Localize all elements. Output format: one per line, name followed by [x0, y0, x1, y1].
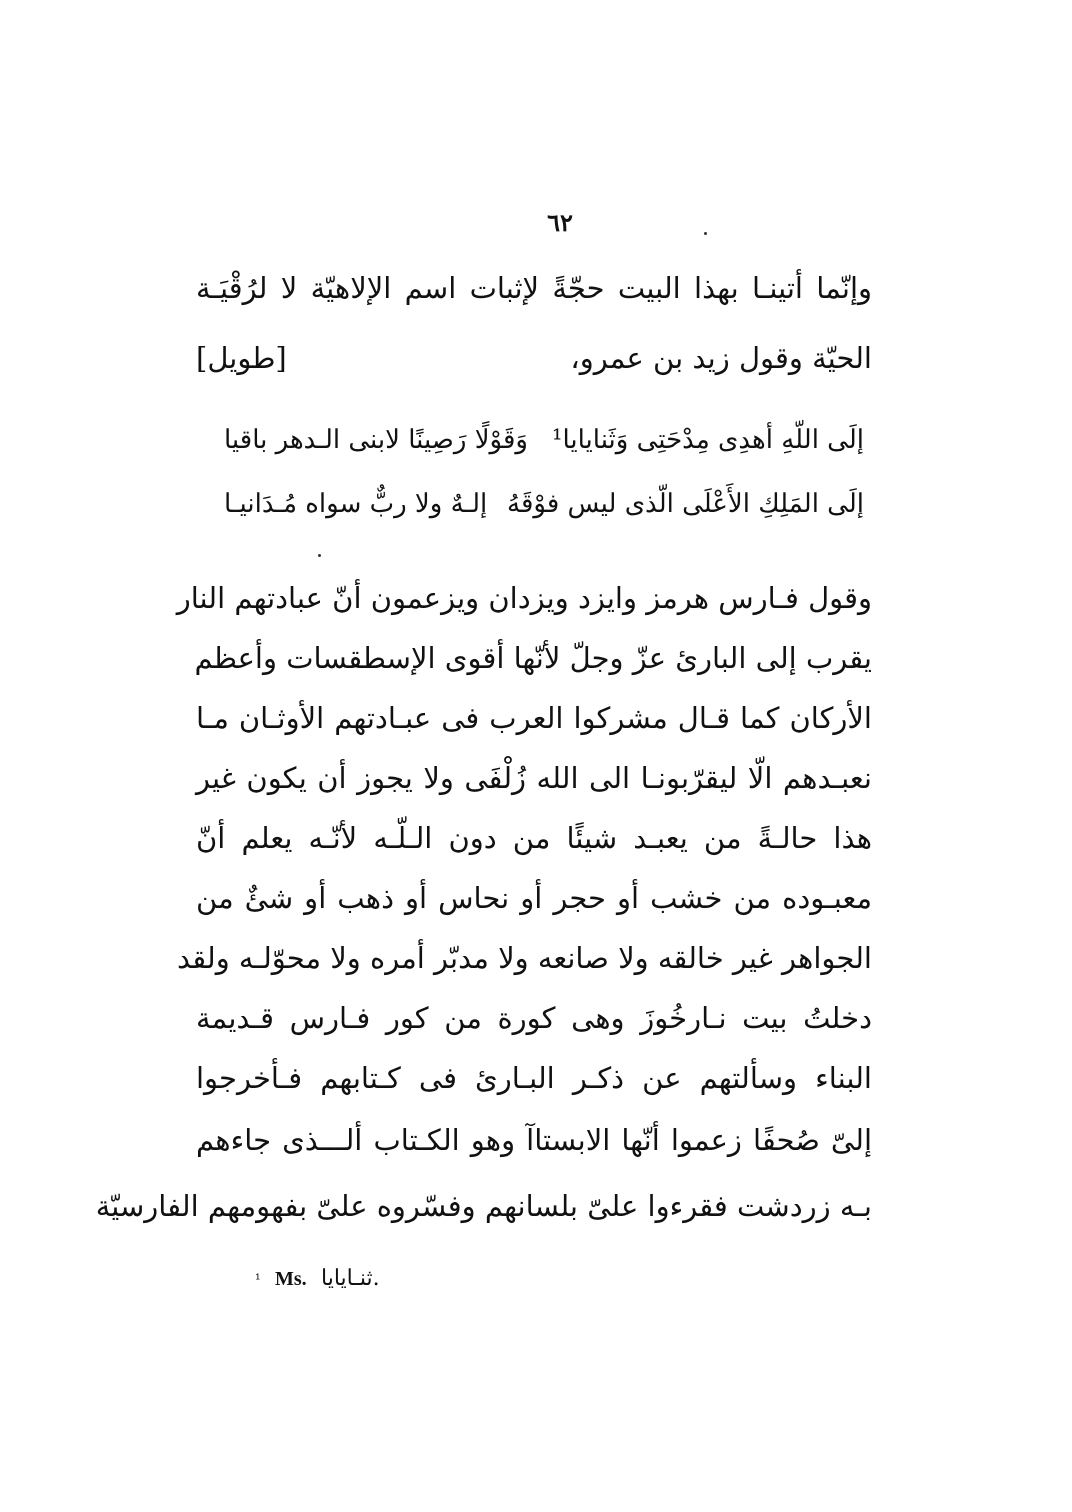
body-line-2: يقرب إلى البارئ عزّ وجلّ لأنّها أقوى الإسطقسات وأعظم — [194, 641, 872, 675]
page-number: ٦٢ — [547, 208, 573, 237]
verse-1-second-hemistich: وَقَوْلًا رَصِينًا لابنى الـدهر باقيا — [224, 425, 528, 455]
ink-speck — [318, 554, 321, 557]
ink-speck — [704, 232, 707, 235]
verse-1 — [224, 420, 864, 460]
body-line-5: هذا حالـةً من يعبـد شيئًا من دون الـلّـه لأنّـه يعلم أنّ — [196, 821, 872, 855]
body-line-3: الأركان كما قـال مشركوا العرب فى عبـادتهم الأوثـان مـا — [196, 701, 872, 735]
intro-line-2 — [196, 338, 872, 378]
body-line-6: معبـوده من خشب أو حجر أو نحاس أو ذهب أو شئٌ من — [196, 881, 872, 915]
footnote-number: ¹ — [255, 1271, 261, 1288]
verse-1-first-hemistich: إلَى اللّهِ أهدِى مِدْحَتِى وَثَنايايا¹ — [552, 425, 864, 455]
footnote-reading: ثنـايايا. — [321, 1266, 380, 1291]
intro-line-2-text: الحيّة وقول زيد بن عمرو، — [570, 341, 872, 375]
verse-2 — [224, 484, 864, 524]
verse-2-first-hemistich: إلَى المَلِكِ الأَعْلَى الّذى ليس فوْقَهُ — [507, 489, 864, 519]
meter-label: [طويل] — [196, 341, 287, 375]
verse-2-second-hemistich: إلـهٌ ولا ربٌّ سواه مُـدَانيـا — [224, 489, 488, 519]
footnote — [255, 1266, 380, 1291]
body-line-9: البناء وسألتهم عن ذكـر البـارئ فى كـتابهم فـأخرجوا — [196, 1061, 872, 1095]
intro-line-1: وإنّما أتينـا بهذا البيت حجّةً لإثبات اسم الإلاهيّة لا لرُقْيَـة — [196, 271, 872, 305]
body-line-8: دخلتُ بيت نـارخُوزَ وهى كورة من كور فـارس قـديمة — [196, 1001, 872, 1035]
body-line-7: الجواهر غير خالقه ولا صانعه ولا مدبّر أمره ولا محوّلـه ولقد — [176, 941, 872, 975]
body-line-1: وقول فـارس هرمز وايزد ويزدان ويزعمون أنّ عبادتهم النار — [176, 581, 872, 615]
body-line-10: إلىّ صُحفًا زعموا أنّها الابستاآ وهو الكـتاب ألـــذى جاءهم — [196, 1123, 872, 1157]
body-line-4: نعبـدهم الّا ليقرّبونـا الى الله زُلْفَى ولا يجوز أن يكون غير — [196, 761, 872, 795]
body-line-11: بـه زردشت فقرءوا علىّ بلسانهم وفسّروه علىّ بفهومهم الفارسيّة — [95, 1189, 872, 1223]
footnote-ms-label: Ms. — [274, 1268, 307, 1290]
